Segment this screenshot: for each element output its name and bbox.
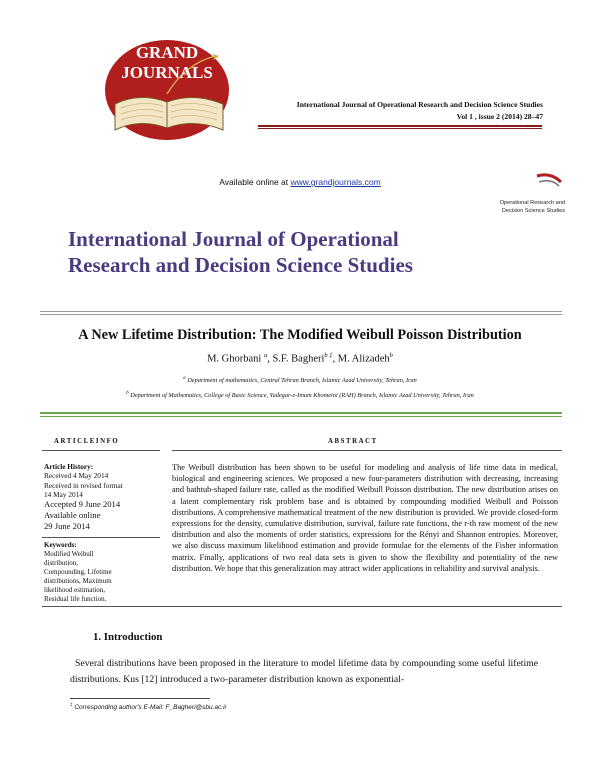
journal-header-name: International Journal of Operational Research and Decision Science Studies [296, 100, 543, 109]
history-label: Article History: [44, 462, 94, 471]
footnote-rule [70, 698, 210, 699]
affiliation-a [0, 376, 600, 384]
keyword: distributions, Maximum [44, 577, 112, 585]
article-info-rule [42, 450, 160, 451]
article-info-heading: ARTICLEINFO [54, 438, 120, 445]
small-logo-line2: Decision Science Studies [501, 208, 565, 214]
journal-header-volume: Vol 1 , issue 2 (2014) 28–47 [456, 112, 543, 121]
section-rule-thin [40, 416, 562, 417]
title-rule [40, 311, 562, 312]
introduction-text: Several distributions have been proposed in the literature to model lifetime data by compounding some useful lifetime distributions. Kus [12] introduced a two-parameter distribution known as exponential- [70, 658, 538, 685]
affiliation-b [0, 391, 600, 399]
abstract-heading: ABSTRACT [328, 438, 378, 445]
header-rule [258, 125, 542, 127]
article-history [44, 462, 162, 532]
journal-website-link[interactable]: www.grandjournals.com [290, 177, 381, 187]
small-logo-line1: Operational Research and [499, 200, 565, 206]
abstract-bottom-rule [42, 606, 562, 607]
footnote-sup: ‡ [70, 702, 73, 707]
keyword: likelihood estimation, [44, 586, 106, 594]
keyword: distribution, [44, 559, 79, 567]
grand-journals-logo [95, 34, 265, 144]
logo-line2: JOURNALS [121, 63, 213, 82]
available-prefix: Available online at [219, 177, 291, 187]
paper-title: A New Lifetime Distribution: The Modified Weibull Poisson Distribution [78, 327, 522, 343]
history-entry: 14 May 2014 [44, 489, 83, 499]
logo-line1: GRAND [135, 43, 199, 62]
footnote [70, 702, 227, 711]
history-entry: 29 June 2014 [44, 521, 90, 532]
abstract-text: The Weibull distribution has been shown to be useful for modeling and analysis of life time data in medical, biological and engineering sciences. We proposed a new four-parameters distribution with decreasing, increasing and bathtub-shaped failure rate, called as the modified Weibull Poisson distribution. The new distribution arises on a latent complementary risk problem base and is obtained by compounding modified Weibull and Poisson distributions. A comprehensive mathematical treatment of the new distribution is provided. We provide closed-form expressions for the density, cumulative distribution, survival, failure rate functions, the r-th raw moment of the new distribution and also the moments of order statistics, expressions for the Rényi and Shannon entropies. Moreover, we also discuss maximum likelihood estimation and provide formulae for the elements of the Fisher information matrix. Finally, applications of two real data sets is given to show the flexibility and potentiality of the new distribution. We hope that this generalization may attract wider applications in reliability and survival analysis. [172, 463, 558, 573]
section-rule [40, 412, 562, 414]
history-entry: Received in revised format [44, 480, 123, 490]
info-separator [42, 537, 160, 538]
keyword: Compounding, Lifetime [44, 568, 112, 576]
keywords-label: Keywords: [44, 541, 77, 549]
affiliation-text: Department of Mathematics, College of Basic Science, Yadegar-e-Imam Khomeini (RAH) Branch, Islamic Azad University, Tehran, Iran [130, 392, 474, 400]
title-rule-lower [40, 314, 562, 315]
journal-title-line1: International Journal of Operational [68, 227, 399, 251]
keyword: Residual life function. [44, 595, 107, 603]
affiliation-sup: a [183, 376, 186, 381]
keywords-block [44, 541, 162, 604]
abstract-rule [172, 450, 562, 451]
journal-header [258, 99, 543, 123]
small-journal-logo [477, 172, 567, 224]
affiliation-text: Department of mathematics, Central Tehran Branch, Islamic Azad University, Tehran, Iran [187, 377, 417, 385]
affiliation-sup: b [126, 391, 129, 396]
author-name: M. Ghorbani [207, 353, 262, 365]
author-list: M. Ghorbani $^a$, S.F. Bagheri$^{b \ddagger}$, M. Alizadeh$^b$ [207, 352, 393, 365]
history-entry: Received 4 May 2014 [44, 471, 109, 481]
history-entry: Available online [44, 510, 101, 521]
author-sup: b ‡ [324, 352, 333, 359]
author-sup: b [389, 352, 393, 359]
introduction-heading: 1. Introduction [93, 631, 163, 643]
keyword: Modified Weibull [44, 550, 94, 558]
footnote-text: Corresponding author's E-Mail: F_Bagheri@sbu.ac.ir [72, 704, 227, 712]
journal-title-line2: Research and Decision Science Studies [68, 253, 413, 277]
header-rule-thin [258, 128, 542, 129]
author-sup: a [263, 352, 268, 359]
history-entry: Accepted 9 June 2014 [44, 499, 121, 510]
journal-title [68, 226, 488, 278]
author-name: M. Alizadeh [337, 353, 390, 365]
author-name: S.F. Bagheri [272, 353, 325, 365]
